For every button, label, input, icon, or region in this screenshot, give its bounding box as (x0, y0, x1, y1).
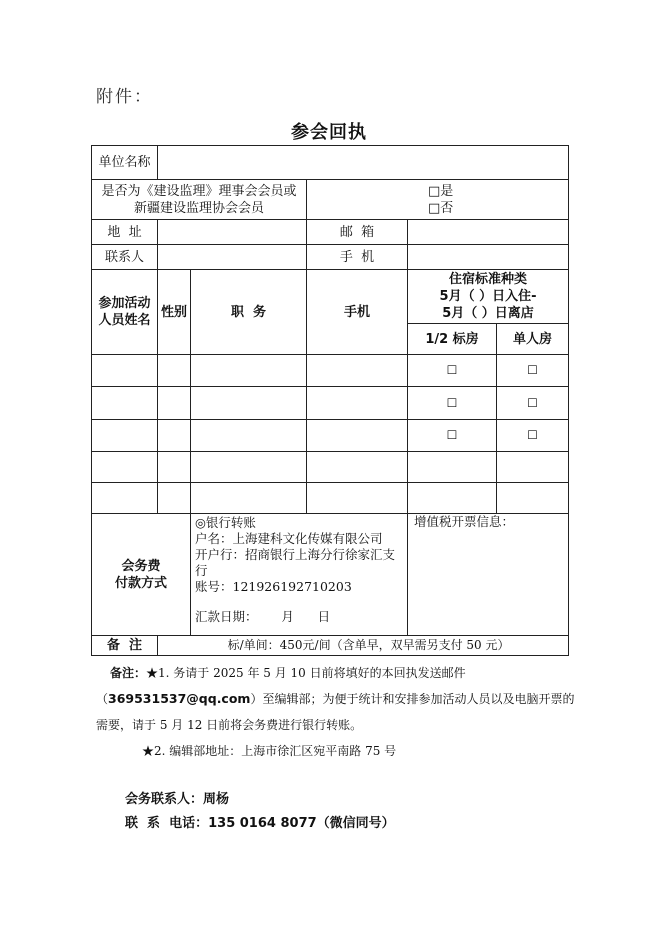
email-field[interactable] (408, 220, 569, 245)
attachment-label: 附件： (96, 87, 153, 107)
position-cell[interactable] (191, 452, 307, 483)
mobile-label: 手 机 (307, 245, 408, 270)
unit-name-field[interactable] (158, 146, 569, 180)
lodging-header-line3: 5月（ ）日离店 (442, 306, 534, 321)
notes-prefix: 备注： (110, 666, 147, 680)
table-row (92, 452, 569, 483)
attendee-name-cell[interactable] (92, 420, 158, 452)
mobile-field[interactable] (408, 245, 569, 270)
bank-name: 开户行：招商银行上海分行徐家汇支行 (195, 547, 396, 578)
position-cell[interactable] (191, 355, 307, 387)
single-room-checkbox[interactable]: ☐ (497, 420, 569, 452)
half-room-cell[interactable] (408, 483, 497, 514)
gender-cell[interactable] (158, 355, 191, 387)
member-question-line2: 新疆建设监理协会会员 (133, 200, 264, 216)
lodging-header-line1: 住宿标准种类 (449, 272, 528, 287)
phone-header: 手机 (307, 270, 408, 355)
payment-info-cell (191, 514, 408, 636)
fee-label-line1: 会务费 (121, 558, 161, 574)
address-label: 地 址 (92, 220, 158, 245)
contact-field[interactable] (158, 245, 307, 270)
single-room-cell[interactable] (497, 452, 569, 483)
remit-date: 汇款日期： 月 日 (195, 609, 331, 624)
attendee-name-cell[interactable] (92, 452, 158, 483)
half-room-header: 1/2 标房 (408, 324, 497, 355)
gender-cell[interactable] (158, 452, 191, 483)
table-row (92, 420, 569, 452)
single-room-checkbox[interactable]: ☐ (497, 387, 569, 420)
remarks-label: 备 注 (92, 636, 158, 656)
half-room-checkbox[interactable]: ☐ (408, 355, 497, 387)
note-item-2: ★2. 编辑部地址：上海市徐汇区宛平南路 75 号 (142, 744, 397, 758)
gender-cell[interactable] (158, 387, 191, 420)
account-number: 账号：121926192710203 (195, 579, 352, 594)
single-room-cell[interactable] (497, 483, 569, 514)
phone-cell[interactable] (307, 387, 408, 420)
option-yes-checkbox[interactable]: □是 (428, 183, 454, 199)
note-item-1-part1: ★1. 务请于 2025 年 5 月 10 日前将填好的本回执发送邮件（ (96, 666, 466, 706)
member-question-cell (92, 180, 307, 220)
gender-cell[interactable] (158, 483, 191, 514)
phone-cell[interactable] (307, 420, 408, 452)
contact-phone: 联 系 电话：135 0164 8077（微信同号） (125, 816, 395, 831)
page-title: 参会回执 (291, 122, 367, 143)
lodging-header (408, 270, 569, 324)
contact-email: 369531537@qq.com (108, 691, 251, 706)
fee-label-line2: 付款方式 (114, 575, 167, 591)
note-item-1-part2: ）至编辑部；为便于统计和安排参加活动人员以及电脑开票的需要，请于 5 月 12 日前将会务费进行银行转账。 (96, 692, 575, 732)
member-options-cell (307, 180, 569, 220)
attendee-header: 参加活动人员姓名 (92, 270, 158, 355)
option-no-checkbox[interactable]: □否 (428, 200, 454, 216)
note-item-1 (96, 660, 576, 738)
position-header: 职 务 (191, 270, 307, 355)
table-row (92, 355, 569, 387)
half-room-checkbox[interactable]: ☐ (408, 420, 497, 452)
account-name: 户名：上海建科文化传媒有限公司 (195, 531, 383, 546)
gender-cell[interactable] (158, 420, 191, 452)
attendee-name-cell[interactable] (92, 387, 158, 420)
remarks-value: 标/单间：450元/间（含单早，双早需另支付 50 元） (158, 636, 569, 656)
invoice-info-cell[interactable] (408, 514, 569, 636)
contact-section (125, 788, 395, 836)
gender-header: 性别 (158, 270, 191, 355)
fee-payment-label (92, 514, 191, 636)
unit-name-label: 单位名称 (92, 146, 158, 180)
registration-form-table (91, 145, 569, 656)
position-cell[interactable] (191, 483, 307, 514)
half-room-checkbox[interactable]: ☐ (408, 387, 497, 420)
single-room-checkbox[interactable]: ☐ (497, 355, 569, 387)
phone-cell[interactable] (307, 483, 408, 514)
bank-transfer-option: ◎银行转账 (195, 515, 256, 530)
contact-person: 会务联系人：周杨 (125, 792, 230, 807)
position-cell[interactable] (191, 387, 307, 420)
single-room-header: 单人房 (497, 324, 569, 355)
address-field[interactable] (158, 220, 307, 245)
phone-cell[interactable] (307, 355, 408, 387)
attendee-name-cell[interactable] (92, 483, 158, 514)
member-question-line1: 是否为《建设监理》理事会会员或 (101, 183, 297, 199)
contact-label: 联系人 (92, 245, 158, 270)
notes-section (96, 660, 576, 764)
lodging-header-line2: 5月（ ）日入住- (439, 289, 537, 304)
half-room-cell[interactable] (408, 452, 497, 483)
attendee-name-cell[interactable] (92, 355, 158, 387)
phone-cell[interactable] (307, 452, 408, 483)
invoice-label: 增值税开票信息： (414, 514, 515, 529)
email-label: 邮 箱 (307, 220, 408, 245)
table-row (92, 483, 569, 514)
position-cell[interactable] (191, 420, 307, 452)
table-row (92, 387, 569, 420)
